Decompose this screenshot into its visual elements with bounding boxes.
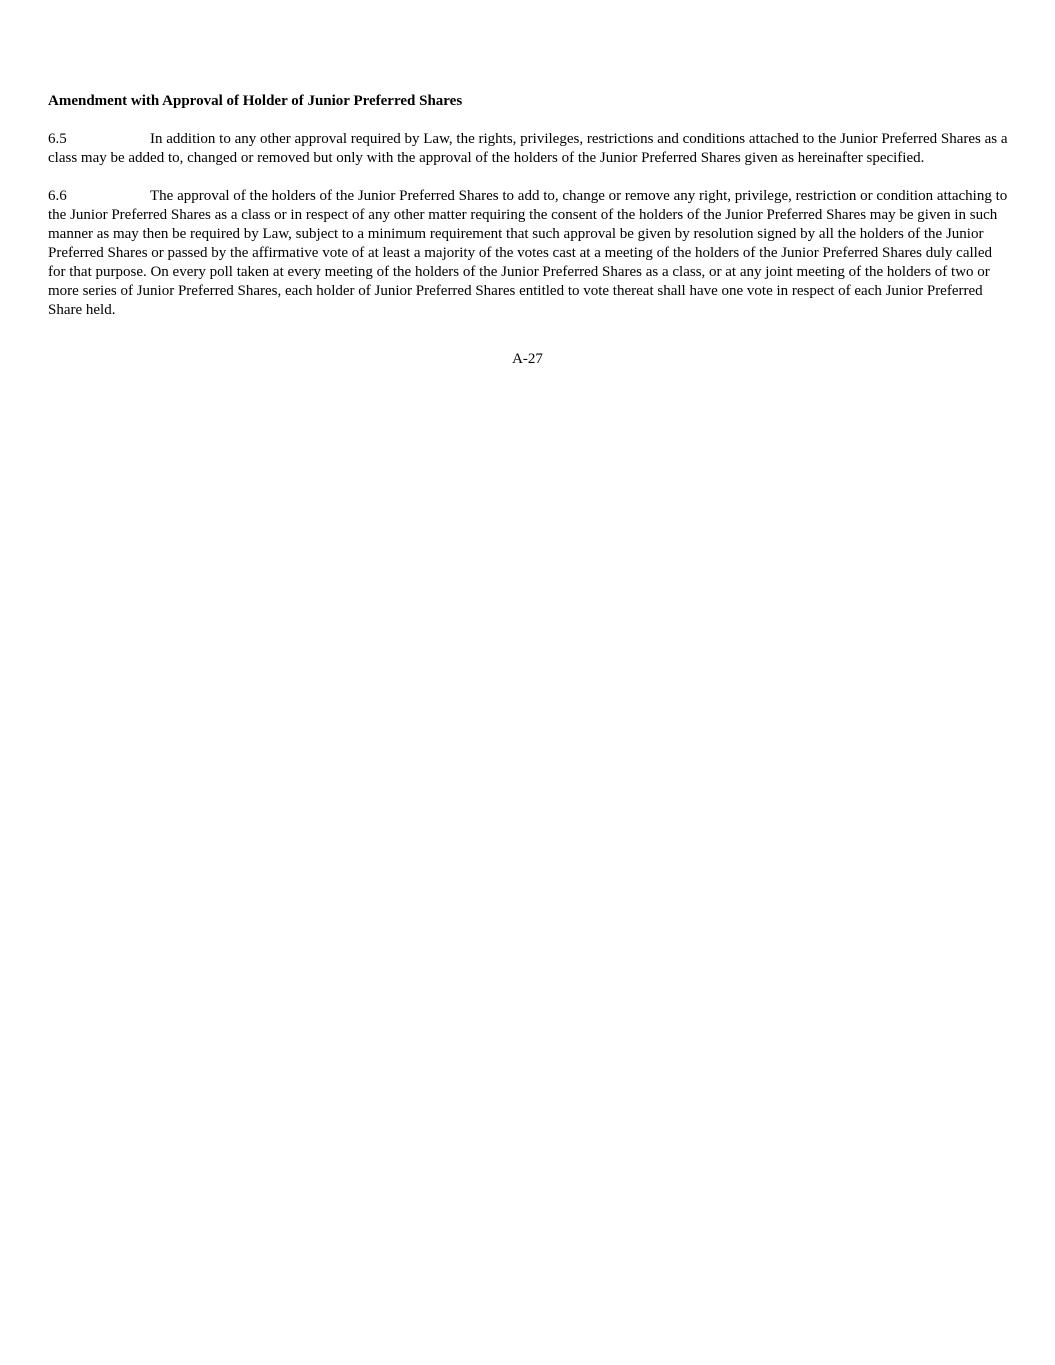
section-heading: Amendment with Approval of Holder of Junior Preferred Shares (48, 93, 463, 109)
paragraph-text: The approval of the holders of the Junior Preferred Shares to add to, change or remove any right, privilege, restriction or condition attaching to the Junior Preferred Shares as a class or in respect of any other matter requiring the consent of the holders of the Junior Preferred Shares may be given in such manner as may then be required by Law, subject to a minimum requirement that such approval be given by resolution signed by all the holders of the Junior Preferred Shares or passed by the affirmative vote of at least a majority of the votes cast at a meeting of the holders of the Junior Preferred Shares duly called for that purpose. On every poll taken at every meeting of the holders of the Junior Preferred Shares as a class, or at any joint meeting of the holders of two or more series of Junior Preferred Shares, each holder of Junior Preferred Shares entitled to vote thereat shall have one vote in respect of each Junior Preferred Share held. (48, 188, 1008, 318)
paragraph-text: In addition to any other approval required by Law, the rights, privileges, restrictions and conditions attached to the Junior Preferred Shares as a class may be added to, changed or removed but only with the approval of the holders of the Junior Preferred Shares given as hereinafter specified. (48, 131, 1008, 166)
paragraph-number: 6.5 (48, 131, 67, 147)
document-page (48, 92, 1010, 339)
paragraph-6-6 (48, 187, 1010, 320)
page-number: A-27 (512, 351, 543, 367)
paragraph-number: 6.6 (48, 188, 67, 204)
paragraph-6-5 (48, 130, 1010, 168)
